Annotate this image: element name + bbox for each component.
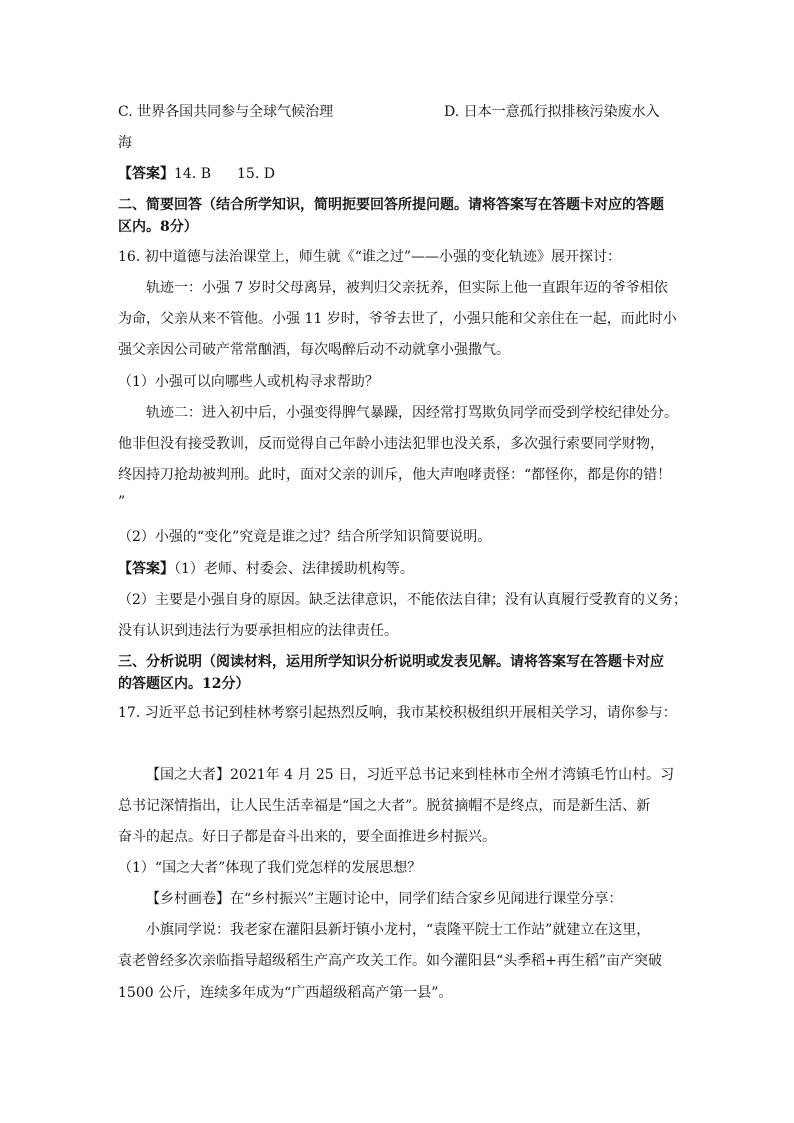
- q17-material2-intro: 【乡村画卷】在“乡村振兴”主题讨论中，同学们结合家乡见闻进行课堂分享：: [146, 891, 623, 907]
- answer-q14: 14. B: [174, 166, 212, 182]
- answer-label: 【答案】: [118, 166, 174, 182]
- q17-material1-line2: 总书记深情指出，让人民生活幸福是“国之大者”。脱贫摘帽不是终点，而是新生活、新: [118, 798, 651, 814]
- section3-title-line2: 的答题区内。12分）: [118, 676, 250, 692]
- q17-material1-line1: 【国之大者】2021年 4 月 25 日，习近平总书记来到桂林市全州才湾镇毛竹山村。习: [146, 767, 675, 783]
- q16-track2-line4: ”: [118, 494, 126, 510]
- option-c: C. 世界各国共同参与全球气候治理: [118, 104, 334, 120]
- q16-track1-line2: 为命，父亲从来不管他。小强 11 岁时，爷爷去世了，小强只能和父亲住在一起，而此时小: [118, 311, 677, 327]
- q17-material2-line3: 1500 公斤，连续多年成为“广西超级稻高产第一县”。: [118, 985, 453, 1001]
- q17-material1-line3: 奋斗的起点。好日子都是奋斗出来的，要全面推进乡村振兴。: [118, 829, 496, 845]
- q16-track2-line2: 他非但没有接受教训，反而觉得自己年龄小违法犯罪也没关系，多次强行索要同学财物，: [118, 436, 664, 452]
- q17-material2-line1: 小旗同学说：我老家在灌阳县新圩镇小龙村，“袁隆平院士工作站”就建立在这里，: [146, 922, 651, 938]
- q16-intro: 16. 初中道德与法治课堂上，师生就《“谁之过”——小强的变化轨迹》展开探讨：: [118, 249, 622, 265]
- q17-intro: 17. 习近平总书记到桂林考察引起热烈反响，我市某校积极组织开展相关学习，请你参与：: [118, 705, 677, 721]
- answer-row-14-15: [118, 164, 676, 184]
- q17-material2-line2: 袁老曾经多次亲临指导超级稻生产高产攻关工作。如今灌阳县“头季稻+再生稻”亩产突破: [118, 953, 663, 969]
- option-d-continuation: 海: [118, 135, 132, 151]
- q16-track2-line3: 终因持刀抢劫被判刑。此时，面对父亲的训斥，他大声咆哮责怪：“都怪你，都是你的错！: [118, 467, 672, 483]
- section3-title-line1: 三、分析说明（阅读材料，运用所学知识分析说明或发表见解。请将答案写在答题卡对应: [118, 654, 664, 670]
- q16-answer-1: [118, 559, 676, 579]
- q17-subquestion-1: （1）“国之大者”体现了我们党怎样的发展思想？: [118, 860, 422, 876]
- q16-track2-line1: 轨迹二：进入初中后，小强变得脾气暴躁，因经常打骂欺负同学而受到学校纪律处分。: [146, 405, 678, 421]
- q16-subquestion-1: （1）小强可以向哪些人或机构寻求帮助？: [118, 374, 379, 390]
- q16-track1-line1: 轨迹一：小强 7 岁时父母离异，被判归父亲抚养，但实际上他一直跟年迈的爷爷相依: [146, 280, 668, 296]
- q16-answer-2-line2: 没有认识到违法行为要承担相应的法律责任。: [118, 623, 398, 639]
- q16-answer-label: 【答案】: [118, 561, 174, 577]
- option-d: D. 日本一意孤行拟排核污染废水入: [444, 104, 660, 120]
- q16-answer-2-line1: （2）主要是小强自身的原因。缺乏法律意识，不能依法自律；没有认真履行受教育的义务；: [118, 592, 687, 608]
- section2-title-line1: 二、简要回答（结合所学知识，简明扼要回答所提问题。请将答案写在答题卡对应的答题: [118, 197, 664, 213]
- section2-title-line2: 区内。8分）: [118, 219, 198, 235]
- q16-track1-line3: 强父亲因公司破产常常酗酒，每次喝醉后动不动就拿小强撒气。: [118, 342, 510, 358]
- answer-q15: 15. D: [237, 166, 275, 182]
- q16-subquestion-2: （2）小强的“变化”究竟是谁之过？结合所学知识简要说明。: [118, 529, 492, 545]
- option-row-cd: [118, 102, 676, 122]
- q16-answer-1-text: （1）老师、村委会、法律援助机构等。: [174, 561, 414, 577]
